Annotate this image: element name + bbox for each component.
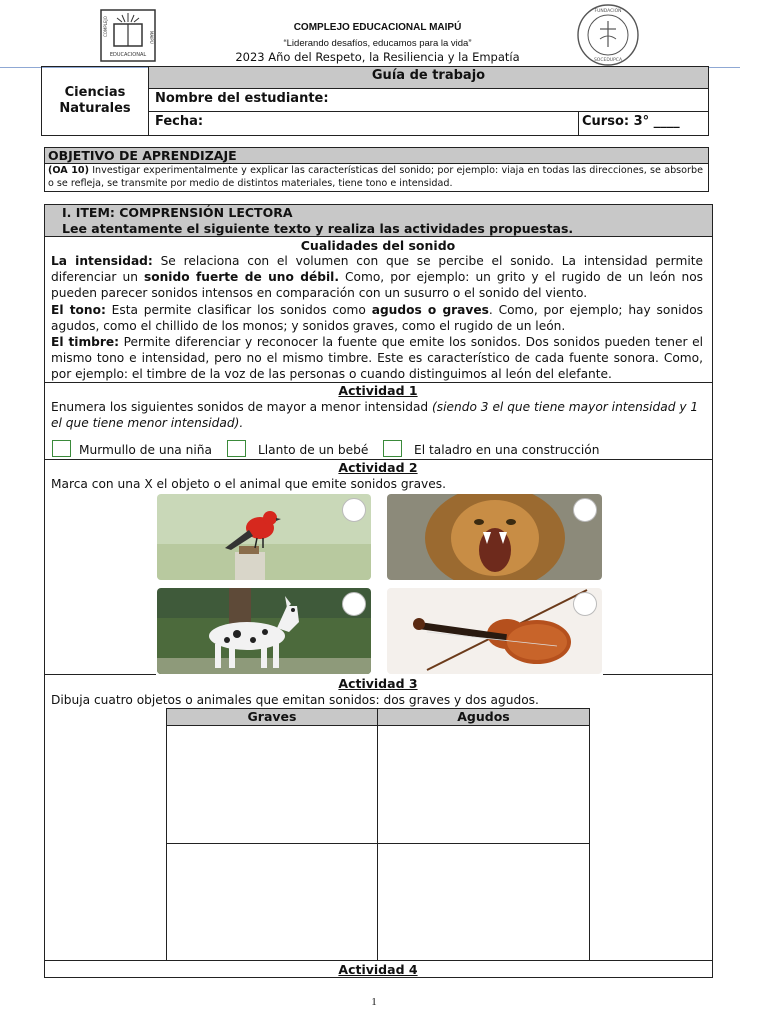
svg-text:COMPLEJO: COMPLEJO: [103, 16, 108, 37]
tone-text-b: . Como, por ejemplo; hay sonidos agudos, como el chillido de los monos; y sonidos graves, como el rugido de un león.: [51, 303, 704, 333]
intensity-text-a: Se relaciona con el volumen con que se percibe el sonido. La intensidad permite diferenciar un: [51, 254, 703, 284]
option-taladro: El taladro en una construcción: [414, 443, 600, 457]
objective-code: (OA 10): [48, 165, 89, 176]
activity1-text: Enumera los siguientes sonidos de mayor a menor intensidad: [51, 400, 433, 414]
objective-text: [48, 164, 703, 190]
svg-text:SOCEDUPCA: SOCEDUPCA: [593, 58, 623, 63]
lion-photo[interactable]: [387, 494, 602, 580]
checkbox-llanto[interactable]: [227, 440, 246, 457]
drawing-cell-agudos-1[interactable]: [378, 726, 589, 843]
svg-text:EDUCACIONAL: EDUCACIONAL: [109, 52, 147, 58]
checkbox-taladro[interactable]: [383, 440, 402, 457]
item-title: I. ITEM: COMPRENSIÓN LECTORA: [62, 205, 293, 220]
tone-bold: agudos o graves: [371, 303, 489, 317]
activity2-instruction: Marca con una X el objeto o el animal que emite sonidos graves.: [51, 477, 446, 491]
reading-title: Cualidades del sonido: [300, 238, 456, 253]
activity3-title: Actividad 3: [338, 676, 418, 691]
option-murmullo: Murmullo de una niña: [79, 443, 212, 457]
violin-photo[interactable]: [387, 588, 602, 674]
item-instruction: Lee atentamente el siguiente texto y realiza las actividades propuestas.: [62, 221, 574, 236]
intensity-label: La intensidad:: [51, 254, 153, 268]
option-llanto: Llanto de un bebé: [258, 443, 369, 457]
school-logo-left: [100, 9, 156, 62]
dog-photo[interactable]: [157, 588, 371, 674]
column-agudos: Agudos: [457, 709, 510, 724]
activity3-instruction: Dibuja cuatro objetos o animales que emitan sonidos: dos graves y dos agudos.: [51, 693, 539, 707]
school-name: COMPLEJO EDUCACIONAL MAIPÚ: [293, 22, 462, 33]
school-logo-right: [574, 3, 642, 67]
drawing-cell-graves-1[interactable]: [167, 726, 377, 843]
checkbox-murmullo[interactable]: [52, 440, 71, 457]
school-motto: “Liderando desafíos, educamos para la vida”: [283, 38, 472, 49]
column-graves: Graves: [247, 709, 297, 724]
timbre-label: El timbre:: [51, 335, 120, 349]
activity1-instruction: [51, 399, 703, 431]
year-line: 2023 Año del Respeto, la Resiliencia y la Empatía: [235, 50, 520, 64]
answer-circle-bird[interactable]: [342, 498, 366, 522]
answer-circle-dog[interactable]: [342, 592, 366, 616]
timbre-text: Permite diferenciar y reconocer la fuente que emite los sonidos. Dos sonidos pueden tener el mismo tono e intensidad, pero no el mismo timbre. Este es característico de cada fuente sonora. Como, por ejemplo: el timbre de la voz de las personas o cuando distinguimos al león del elefante.: [51, 335, 703, 381]
activity4-title: Actividad 4: [338, 962, 418, 977]
paragraph-timbre: [51, 334, 703, 382]
date-label: Fecha:: [155, 114, 204, 129]
activity2-title: Actividad 2: [338, 460, 418, 475]
svg-text:MAIPÚ: MAIPÚ: [149, 31, 154, 44]
tone-label: El tono:: [51, 303, 106, 317]
objective-title: OBJETIVO DE APRENDIZAJE: [48, 148, 237, 163]
answer-circle-lion[interactable]: [573, 498, 597, 522]
subject-label: Ciencias Naturales: [59, 85, 131, 116]
objective-description: Investigar experimentalmente y explicar las características del sonido; por ejemplo: viaja en todas las direcciones, se absorbe o se refleja, se transmite por medio de distintos materiales, tiene tono e intensidad.: [48, 165, 703, 189]
page-number: 1: [371, 996, 377, 1008]
paragraph-intensity: [51, 253, 703, 301]
tone-text-a: Esta permite clasificar los sonidos como: [105, 303, 372, 317]
bird-photo[interactable]: [157, 494, 371, 580]
activity1-italic: (siendo 3 el que tiene mayor intensidad y 1 el que tiene menor intensidad).: [51, 400, 699, 430]
guide-title: Guía de trabajo: [371, 68, 486, 83]
paragraph-tone: [51, 302, 703, 334]
drawing-cell-graves-2[interactable]: [167, 844, 377, 960]
intensity-bold: sonido fuerte de uno débil.: [143, 270, 339, 284]
svg-text:FUNDACIÓN: FUNDACIÓN: [594, 9, 622, 14]
course-label: Curso: 3° ____: [582, 114, 680, 129]
drawing-cell-agudos-2[interactable]: [378, 844, 589, 960]
answer-circle-violin[interactable]: [573, 592, 597, 616]
activity1-title: Actividad 1: [338, 383, 418, 398]
student-name-label: Nombre del estudiante:: [155, 91, 329, 106]
intensity-text-b: Como, por ejemplo: un grito y el rugido de un león nos pueden parecer sonidos intensos en comparación con un susurro o el sonido del viento.: [51, 270, 704, 300]
